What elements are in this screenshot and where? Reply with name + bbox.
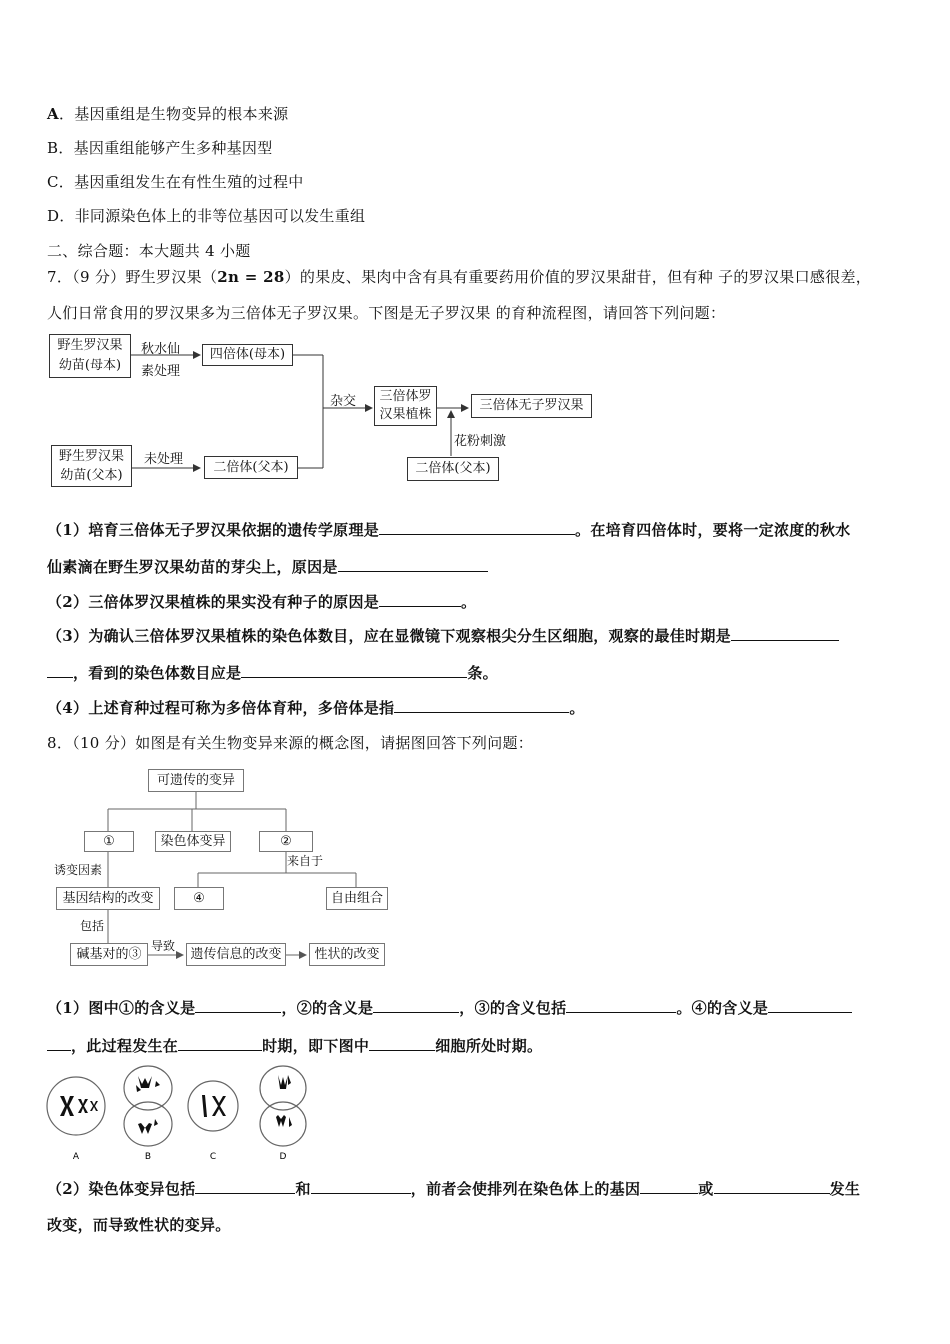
diploid-father-box: 二倍体(父本) [204,456,298,479]
box-4: ④ [174,887,224,910]
tetraploid-box: 四倍体(母本) [202,344,293,366]
from-label: 来自于 [287,854,324,868]
option-b: B．基因重组能够产生多种基因型 [47,139,273,157]
cell-a [47,1077,105,1135]
q7-intro-line2: 人们日常食用的罗汉果多为三倍体无子罗汉果。下图是无子罗汉果 的育种流程图，请回答下列问题： [47,304,726,322]
q7-part1-line1: （1）培育三倍体无子罗汉果依据的遗传学原理是 。在培育四倍体时，要将一定浓度的秋水 [47,521,851,539]
cell-label: D [279,1152,287,1162]
breeding-flow-diagram [40,330,620,495]
include-label: 包括 [80,919,105,933]
triploid-box: 三倍体罗 汉果植株 [374,386,437,426]
section-heading: 二、综合题：本大题共 4 小题 [47,242,251,260]
q7-part3-line1: （3）为确认三倍体罗汉果植株的染色体数目，应在显微镜下观察根尖分生区细胞，观察的最佳时期是 [47,625,839,646]
lead-label: 导致 [151,939,176,953]
cell-division-figure [42,1063,322,1163]
q7-part1-line2: 仙素滴在野生罗汉果幼苗的芽尖上，原因是 [47,556,488,577]
q7-intro-line1: 7．（9 分）野生罗汉果（2n = 28）的果皮、果肉中含有具有重要药用价值的罗汉果甜苷，但有种 子的罗汉果口感很差， [47,268,872,286]
q7-part4: （4）上述育种过程可称为多倍体育种，多倍体是指 。 [47,699,585,717]
variation-concept-map [50,765,400,970]
untreated-label: 未处理 [144,452,184,467]
q7-part3-line2: ，看到的染色体数目应是 条。 [47,662,498,683]
colchicine-label: 秋水仙 [141,342,181,357]
mutagen-label: 诱变因素 [54,863,103,877]
cross-label: 杂交 [330,394,357,409]
box-2: ② [259,831,313,852]
box-1: ① [84,831,134,852]
cell-label: A [72,1152,80,1162]
q8-part2-line2: 改变，而导致性状的变异。 [47,1216,231,1234]
pollen-label: 花粉刺激 [454,434,507,449]
cell-b-lower [124,1102,172,1146]
seedless-box: 三倍体无子罗汉果 [471,394,592,418]
q8-intro: 8．（10 分）如图是有关生物变异来源的概念图，请据图回答下列问题： [47,734,534,752]
wild-father-box: 野生罗汉果 幼苗(父本) [51,445,132,487]
chromosome-variation-box: 染色体变异 [155,831,231,852]
cell-c [188,1081,238,1131]
q8-part2-line1: （2）染色体变异包括 和 ，前者会使排列在染色体上的基因 或 发生 [47,1180,861,1198]
colchicine-label-2: 素处理 [141,364,181,379]
genetic-info-box: 遗传信息的改变 [186,943,286,966]
base-pair-box: 碱基对的③ [70,943,148,966]
wild-mother-box: 野生罗汉果 幼苗(母本) [49,334,131,378]
gene-structure-box: 基因结构的改变 [56,887,160,910]
cell-label: B [144,1152,152,1162]
trait-change-box: 性状的改变 [309,943,385,966]
cell-label: C [209,1152,217,1162]
diploid-father-box-2: 二倍体(父本) [407,457,499,481]
q8-part1-line1: （1）图中①的含义是 ，②的含义是 ，③的含义包括 。④的含义是 [47,997,852,1018]
option-d: D．非同源染色体上的非等位基因可以发生重组 [47,207,366,225]
q8-part1-line2: ，此过程发生在 时期，即下图中 细胞所处时期。 [47,1035,542,1056]
option-a: A．基因重组是生物变异的根本来源 [47,105,289,123]
concept-lines [50,765,400,970]
option-c: C．基因重组发生在有性生殖的过程中 [47,173,304,191]
free-combination-box: 自由组合 [326,887,388,910]
q7-part2: （2）三倍体罗汉果植株的果实没有种子的原因是 。 [47,593,477,611]
heritable-variation-box: 可遗传的变异 [148,769,244,792]
